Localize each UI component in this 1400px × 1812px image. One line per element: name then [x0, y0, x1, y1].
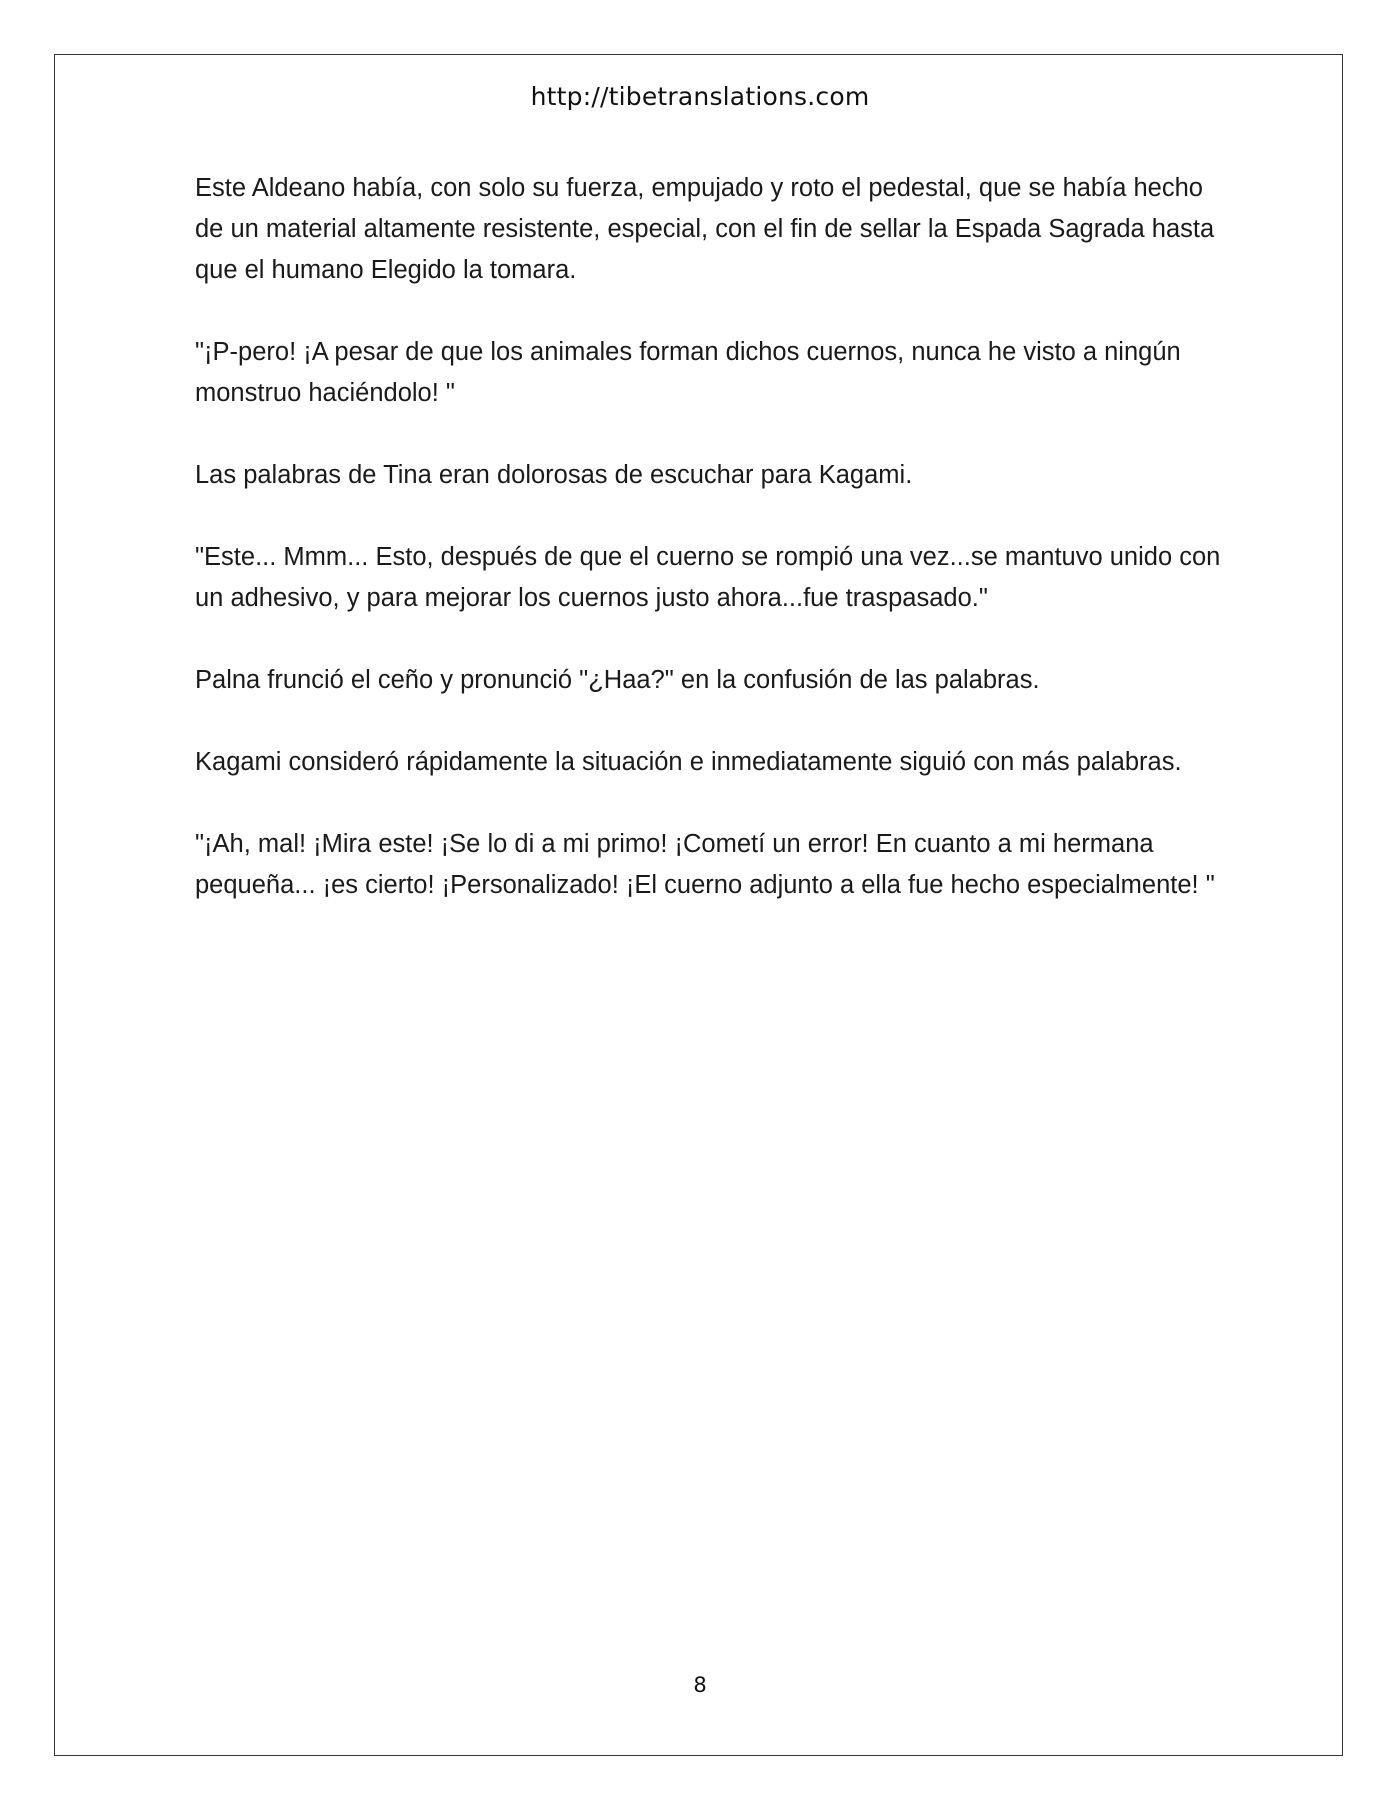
header-url: http://tibetranslations.com: [530, 82, 870, 111]
paragraph-4: "Este... Mmm... Esto, después de que el cuerno se rompió una vez...se mantuvo unido con un adhesivo, y para mejorar los cuernos justo ahora...fue traspasado.": [195, 543, 1221, 612]
paragraph-2: "¡P-pero! ¡A pesar de que los animales forman dichos cuernos, nunca he visto a ningún monstruo haciéndolo! ": [195, 338, 1181, 407]
paragraph-1: Este Aldeano había, con solo su fuerza, empujado y roto el pedestal, que se había hecho de un material altamente resistente, especial, con el fin de sellar la Espada Sagrada hasta que el humano Elegido la tomara.: [195, 174, 1215, 284]
paragraph-6: Kagami consideró rápidamente la situación e inmediatamente siguió con más palabras.: [195, 748, 1182, 776]
page-number: 8: [693, 1673, 707, 1697]
paragraph-7: "¡Ah, mal! ¡Mira este! ¡Se lo di a mi primo! ¡Cometí un error! En cuanto a mi hermana pequeña... ¡es cierto! ¡Personalizado! ¡El cuerno adjunto a ella fue hecho especialmente! ": [195, 830, 1215, 899]
document-body: [195, 168, 1235, 947]
paragraph-5: Palna frunció el ceño y pronunció "¿Haa?" en la confusión de las palabras.: [195, 666, 1040, 694]
paragraph-3: Las palabras de Tina eran dolorosas de escuchar para Kagami.: [195, 461, 913, 489]
